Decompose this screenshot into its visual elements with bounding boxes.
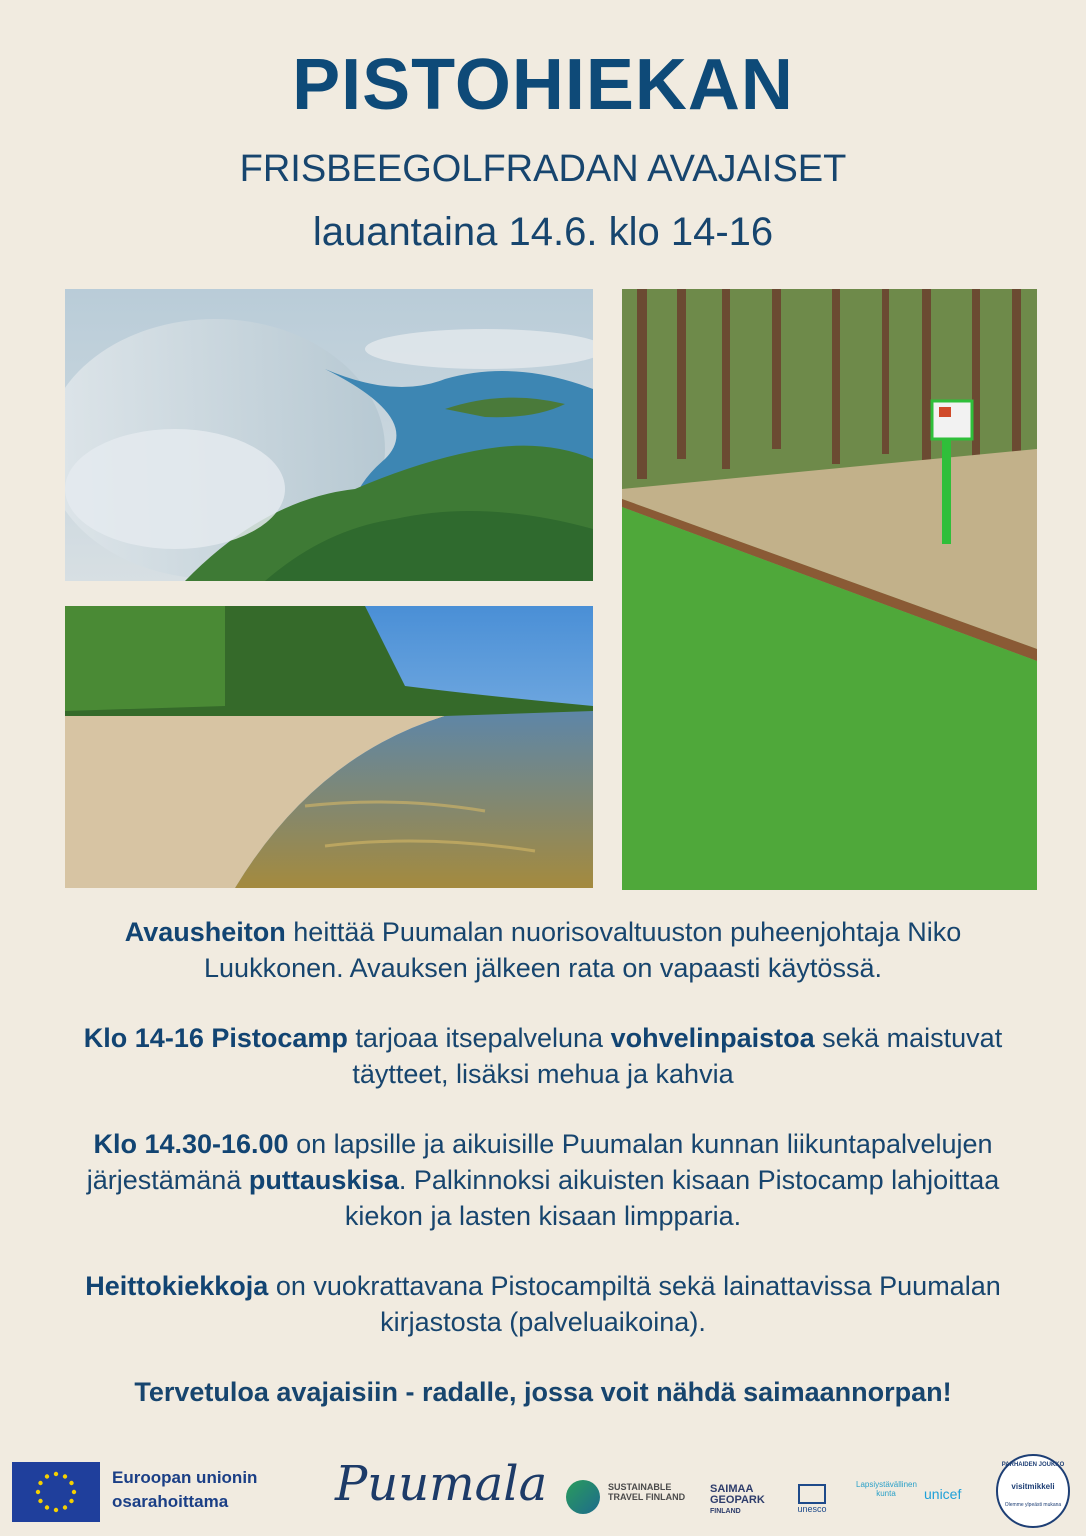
- opening-throw-text: heittää Puumalan nuorisovaltuuston puheenjohtaja Niko Luukkonen. Avauksen jälkeen rata on vapaasti käytössä.: [204, 917, 962, 983]
- waffles-time-bold: Klo 14-16 Pistocamp: [83, 1023, 348, 1053]
- putting-bold: puttauskisa: [248, 1165, 399, 1195]
- child-friendly-municipality-logo: Lapsiystävällinen kunta: [856, 1480, 917, 1498]
- putting-time-bold: Klo 14.30-16.00: [93, 1129, 289, 1159]
- beach-photo: [65, 606, 593, 888]
- stf-text: SUSTAINABLE TRAVEL FINLAND: [608, 1482, 686, 1502]
- unesco-logo: [792, 1484, 832, 1514]
- paragraph-waffles: [70, 1020, 1016, 1092]
- opening-throw-bold: Avausheiton: [124, 917, 286, 947]
- page-title: PISTOHIEKAN: [292, 45, 794, 125]
- discs-bold: Heittokiekkoja: [85, 1271, 269, 1301]
- geopark-line3: FINLAND: [710, 1508, 741, 1515]
- saimaa-geopark-logo: [710, 1484, 765, 1517]
- event-date: lauantaina 14.6. klo 14-16: [312, 210, 774, 254]
- waffles-rest-text: sekä maistuvat täytteet, lisäksi mehua ja kahvia: [352, 1023, 1003, 1089]
- stf-globe-icon: [566, 1480, 600, 1514]
- discs-rest-text: on vuokrattavana Pistocampiltä sekä lainattavissa Puumalan kirjastosta (palveluaikoina).: [268, 1271, 1001, 1337]
- unesco-temple-icon: [798, 1484, 826, 1504]
- badge-bottom-text: Olemme ylpeästi mukana: [1004, 1502, 1062, 1508]
- unicef-logo: unicef: [924, 1486, 962, 1502]
- waffles-mid-text: tarjoaa itsepalveluna: [347, 1023, 611, 1053]
- eu-funding-text: [112, 1466, 257, 1514]
- paragraph-putting-contest: [70, 1126, 1016, 1234]
- puumala-logo: Puumala: [335, 1456, 548, 1512]
- disc-golf-tee-photo: [622, 289, 1037, 890]
- footer-logos: [0, 1450, 1086, 1536]
- badge-visitmikkeli-text: visitmikkeli: [1011, 1482, 1055, 1491]
- putting-mid-text: on lapsille ja aikuisille Puumalan kunnan liikuntapalvelujen järjestämänä: [86, 1129, 993, 1195]
- visitmikkeli-badge: [996, 1454, 1070, 1528]
- paragraph-opening-throw: [70, 914, 1016, 986]
- badge-top-text: PARHAIDEN JOUKKO: [1001, 1462, 1065, 1468]
- unesco-text: unesco: [797, 1504, 827, 1514]
- event-description: [70, 914, 1016, 1444]
- geopark-line1: SAIMAA: [710, 1483, 754, 1495]
- putting-rest-text: . Palkinnoksi aikuisten kisaan Pistocamp lahjoittaa kiekon ja lasten kisaan limpparia.: [344, 1165, 1000, 1231]
- eu-line1: Euroopan unionin: [112, 1468, 258, 1487]
- eu-flag-icon: [12, 1462, 100, 1522]
- paragraph-discs-rental: [70, 1268, 1016, 1340]
- waffles-bold: vohvelinpaistoa: [610, 1023, 815, 1053]
- eu-line2: osarahoittama: [112, 1492, 229, 1511]
- closing-line: Tervetuloa avajaisiin - radalle, jossa voit nähdä saimaannorpan!: [134, 1377, 952, 1407]
- event-subtitle: FRISBEEGOLFRADAN AVAJAISET: [239, 148, 847, 190]
- geopark-line2: GEOPARK: [710, 1494, 765, 1506]
- aerial-lake-photo: [65, 289, 593, 581]
